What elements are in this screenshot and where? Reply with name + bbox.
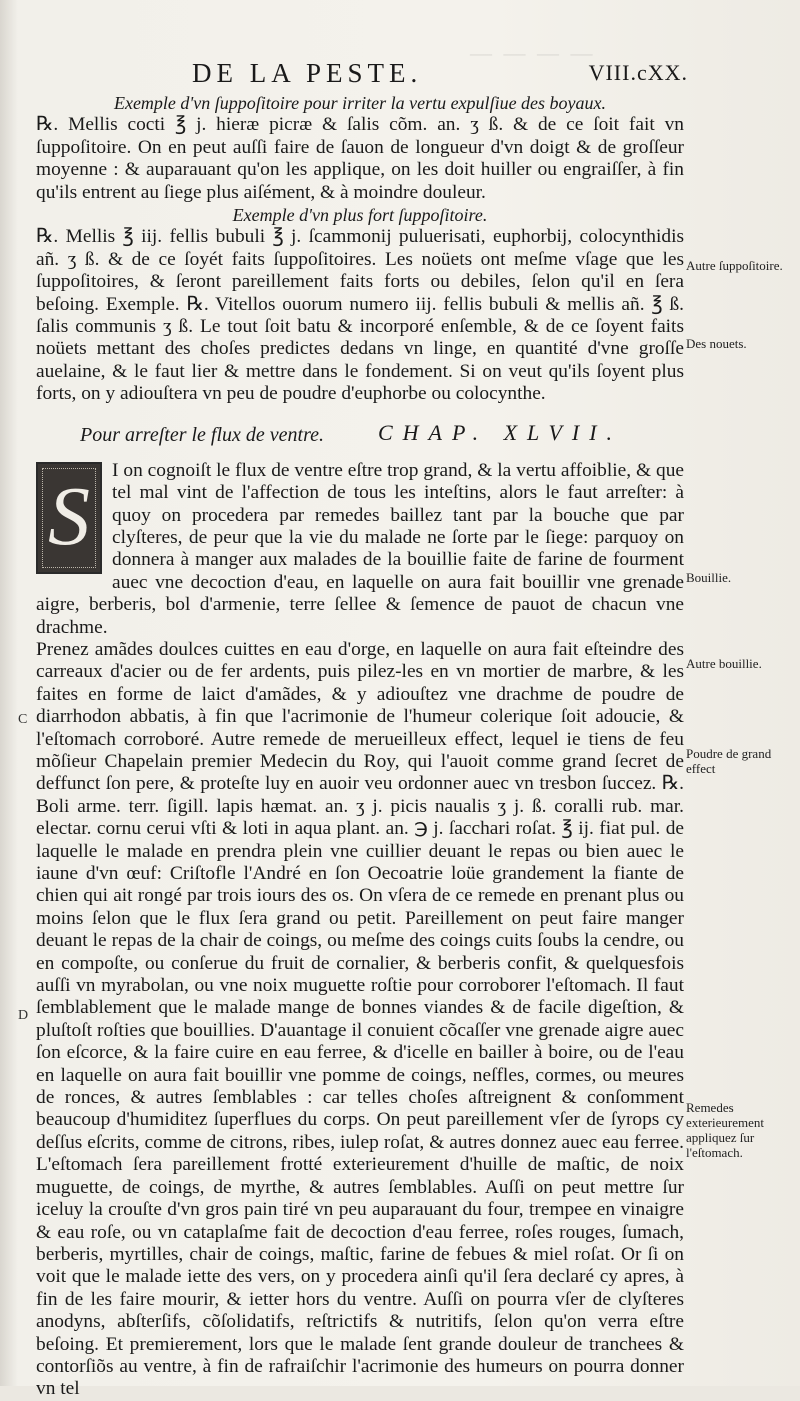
dropcap-ornament xyxy=(42,468,96,568)
margin-note-bouillie: Bouillie. xyxy=(686,570,732,585)
ornamental-dropcap xyxy=(36,462,102,574)
subheading-strong-suppository: Exemple d'vn plus fort ſuppoſitoire. xyxy=(232,205,488,226)
chapter-body xyxy=(36,460,684,1401)
margin-note-suppository: Autre ſuppoſitoire. xyxy=(686,258,783,273)
paragraph-suppository: ℞. Mellis cocti ℥ j. hieræ picræ & ſalis cõm. an. ʒ ß. & de ce ſoit fait vn ſuppoſitoire. On en peut auſſi faire de ſauon de longueur d'vn doigt & de groſſeur moyenne : & auparauant qu'on les applique, on les doit huiller ou engraiſſer, à fin qu'ils entrent au ſiege plus aiſément, & à moindre douleur. xyxy=(36,114,684,203)
folio-number: VIII.cXX. xyxy=(588,60,688,85)
subheading-suppository: Exemple d'vn ſuppoſitoire pour irriter la vertu expulſiue des boyaux. xyxy=(113,93,607,113)
page-header xyxy=(0,58,800,94)
show-through-text: — — — — xyxy=(470,40,596,65)
side-letter-c: C xyxy=(18,712,28,727)
margin-note-nouets: Des nouets. xyxy=(686,336,747,351)
margin-note-autre-bouillie: Autre bouillie. xyxy=(686,656,762,671)
margin-note-remedes: Remedes exterieurement appliquez ſur l'eſtomach. xyxy=(686,1100,764,1160)
dropcap-letter: S xyxy=(48,470,90,564)
chapter-number: CHAP. XLVII. xyxy=(378,419,623,445)
chapter-heading xyxy=(36,416,684,460)
chapter-title: Pour arreſter le flux de ventre. xyxy=(80,423,325,446)
margin-note-poudre: Poudre de grand effect xyxy=(686,746,772,776)
paragraph-chapter-remedies: Prenez amãdes doulces cuittes en eau d'orge, en laquelle on aura fait eſteindre des carreaux d'acier ou de fer ardents, puis pilez-les en vn mortier de marbre, & les faites en forme de laict d'amãdes, & y adiouſtez vne drachme de poudre de diarrhodon abbatis, à fin que l'acrimonie de l'humeur colerique ſoit adoucie, & l'eſtomach corroboré. Autre remede de merueilleux effect, lequel ie tiens de feu mõſieur Chapelain premier Medecin du Roy, qui l'auoit comme grand ſecret de deffunct ſon pere, & proteſte luy en auoir veu ordonner auec vn tresbon ſuccez. ℞. Boli arme. terr. ſigill. lapis hæmat. an. ʒ j. picis naualis ʒ j. ß. coralli rub. mar. electar. cornu cerui vſti & loti in aqua plant. an. ℈ j. ſacchari roſat. ℥ ij. fiat pul. de laquelle le malade en prendra plein vne cuillier deuant le repas ou bien auec le iaune d'vn œuf: Criſtofle l'André en ſon Oecoatrie loüe grandement la fiante de chien qui ait rongé par trois iours des os. On vſera de ce remede en prenant plus ou moins ſelon que le flux ſera grand ou petit. Pareillement on peut faire manger deuant le repas de la chair de coings, ou meſme des coings cuits ſoubs la cendre, ou en compoſte, ou conſerue du fruit de cornalier, & berberis confit, & quelquesfois auſſi vn myrabolan, ou vne noix muguette roſtie pour corroborer l'eſtomach. Il faut ſemblablement que le malade mange de bonnes viandes & de facile digeſtion, & pluſtoſt roſties que bouillies. D'auantage il conuient cõcaſſer vne grenade aigre auec ſon eſcorce, & la faire cuire en eau ferree, & d'icelle en bailler à boire, ou de l'eau en laquelle on aura fait bouillir vne pomme de coings, neſfles, cormes, ou meures de ronces, & autres ſemblables : car telles choſes aſtreignent & conſomment beaucoup d'humiditez ſuperflues du corps. On peut pareillement vſer de ſyrops cy deſſus eſcrits, comme de citrons, ribes, iulep roſat, & autres donnez auec eau ferree. L'eſtomach ſera pareillement frotté exterieurement d'huille de maſtic, de noix muguette, de coings, de myrthe, & autres ſemblables. Auſſi on peut mettre ſur iceluy la crouſte d'vn gros pain tiré vn peu auparauant du four, trempee en vinaigre & eau roſe, ou vn cataplaſme fait de decoction d'eau ferree, roſes rouges, ſumach, berberis, myrtilles, chair de coings, maſtic, farine de febues & miel roſat. Or ſi on voit que le malade iette des vers, on y procedera ainſi qu'il ſera declaré cy apres, à fin de les faire mourir, & ietter hors du ventre. Auſſi on pourra vſer de clyſteres anodyns, abſterſifs, cõſolidatifs, reſtrictifs & nutritifs, ſelon qu'on verra eſtre beſoing. Et premierement, lors que le malade ſent grande douleur de tranchees & contorſiõs au ventre, à fin de rafraiſchir l'acrimonie des humeurs on pourra donner vn tel xyxy=(36,638,684,1400)
paragraph-strong-suppository: ℞. Mellis ℥ iij. fellis bubuli ℥ j. ſcammonij puluerisati, euphorbij, colocynthidis añ. ʒ ß. & de ce ſoyét faits ſuppoſitoires. Les noüets ont meſme vſage que les ſuppoſitoires, & ſeront pareillement faits forts ou debiles, ſelon qu'il en ſera beſoing. Exemple. ℞. Vitellos ouorum numero iij. fellis bubuli & mellis añ. ℥ ß. ſalis communis ʒ ß. Le tout ſoit batu & incorporé enſemble, & de ce ſoyent faits noüets mettant des choſes predictes dedans vn linge, en quantité d'vne groſſe auelaine, & le faut lier & mettre dans le fondement. Si on veut qu'ils ſoyent plus forts, on y adiouſtera vn peu de poudre d'euphorbe ou colocynthe. xyxy=(36,226,684,405)
running-title: DE LA PESTE. xyxy=(192,58,423,88)
side-letter-d: D xyxy=(18,1008,29,1023)
main-text-column xyxy=(36,92,684,1401)
paragraph-chapter-opening: I on cognoiſt le flux de ventre eſtre trop grand, & la vertu affoiblie, & que tel mal vint de l'affection de tous les inteſtins, alors le faut arreſter: à quoy on procedera par remedes baillez tant par la bouche que par clyſteres, de peur que la vie du malade ne ſorte par le ſiege: parquoy on donnera à manger aux malades de la bouillie faite de farine de fourment auec vne decoction d'eau, en laquelle on aura fait bouillir vne grenade aigre, berberis, bol d'armenie, terre ſellee & ſemence de pauot de chacun vne drachme. xyxy=(36,459,684,638)
